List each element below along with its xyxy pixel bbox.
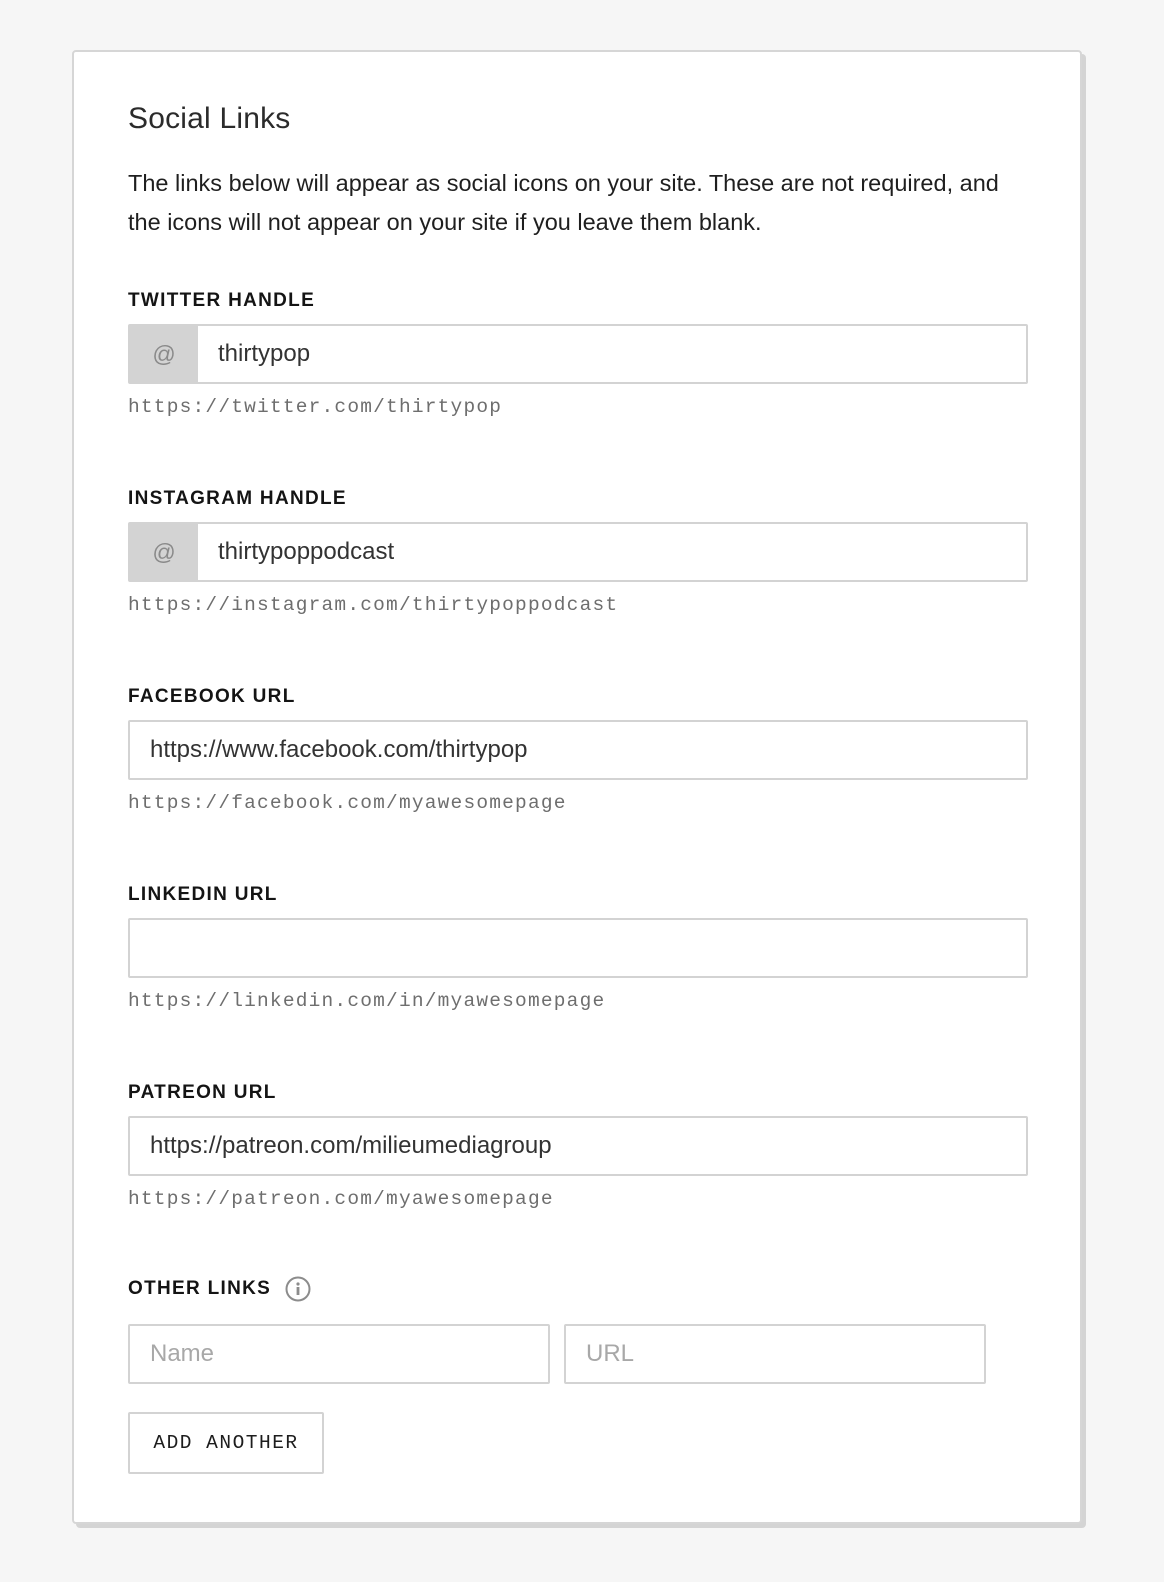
- other-links-header: [128, 1276, 311, 1302]
- linkedin-input-wrap: [128, 918, 1028, 978]
- section-title: Social Links: [128, 102, 291, 135]
- other-link-name-input[interactable]: [128, 1324, 550, 1384]
- section-description: The links below will appear as social icons on your site. These are not required, and the icons will not appear on your site if you leave them blank.: [128, 170, 999, 235]
- twitter-input-wrap: [128, 324, 1028, 384]
- facebook-label: FACEBOOK URL: [128, 686, 296, 707]
- instagram-input-wrap: [128, 522, 1028, 582]
- instagram-handle-input[interactable]: [198, 524, 1026, 580]
- linkedin-field-group: [128, 884, 1028, 1012]
- twitter-handle-input[interactable]: [198, 326, 1026, 382]
- twitter-field-group: [128, 290, 1028, 418]
- facebook-field-group: [128, 686, 1028, 814]
- patreon-label: PATREON URL: [128, 1082, 277, 1103]
- add-another-button[interactable]: ADD ANOTHER: [128, 1412, 324, 1474]
- twitter-at-prefix: @: [130, 326, 198, 382]
- patreon-hint: https://patreon.com/myawesomepage: [128, 1188, 554, 1210]
- instagram-field-group: [128, 488, 1028, 616]
- facebook-hint: https://facebook.com/myawesomepage: [128, 792, 567, 814]
- patreon-input-wrap: [128, 1116, 1028, 1176]
- social-links-card: [72, 50, 1082, 1524]
- info-icon[interactable]: [285, 1276, 311, 1302]
- linkedin-url-input[interactable]: [130, 920, 1026, 976]
- linkedin-label: LINKEDIN URL: [128, 884, 278, 905]
- instagram-hint: https://instagram.com/thirtypoppodcast: [128, 594, 619, 616]
- instagram-at-prefix: @: [130, 524, 198, 580]
- patreon-url-input[interactable]: [130, 1118, 1026, 1174]
- twitter-label: TWITTER HANDLE: [128, 290, 316, 311]
- other-links-label: OTHER LINKS: [128, 1278, 272, 1299]
- patreon-field-group: [128, 1082, 1028, 1210]
- facebook-input-wrap: [128, 720, 1028, 780]
- other-link-url-input[interactable]: [564, 1324, 986, 1384]
- twitter-hint: https://twitter.com/thirtypop: [128, 396, 503, 418]
- instagram-label: INSTAGRAM HANDLE: [128, 488, 347, 509]
- facebook-url-input[interactable]: [130, 722, 1026, 778]
- linkedin-hint: https://linkedin.com/in/myawesomepage: [128, 990, 606, 1012]
